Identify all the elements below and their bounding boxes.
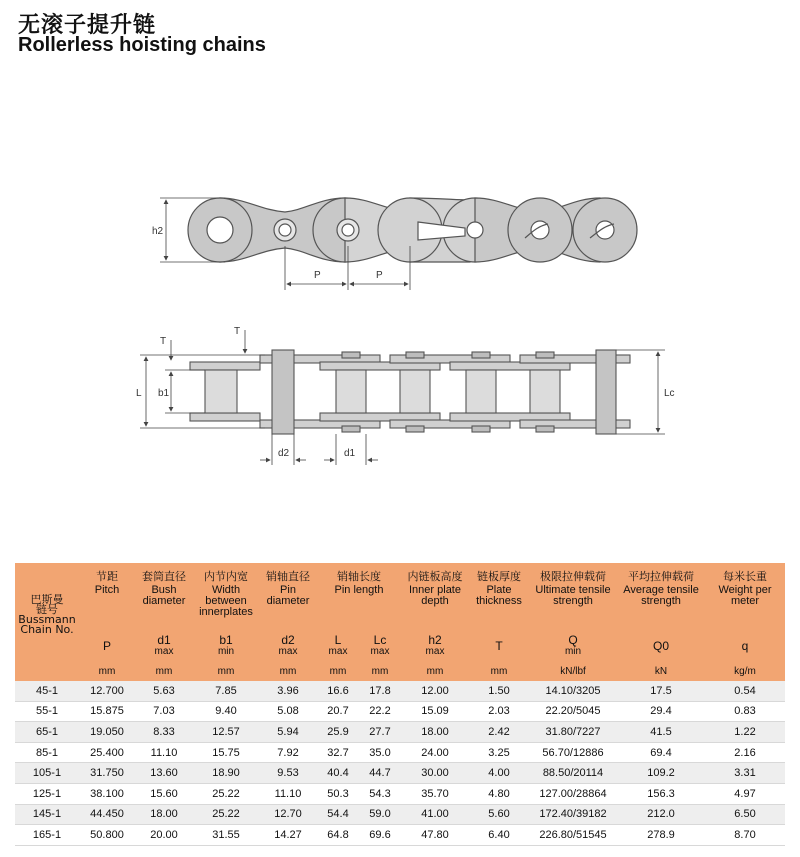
table-row (15, 722, 785, 743)
table-cell: 20.7 (317, 701, 359, 722)
table-cell: 69.4 (617, 742, 705, 763)
table-cell: 35.70 (401, 783, 469, 804)
header-unit: mm (135, 661, 193, 681)
table-cell: 8.70 (705, 825, 785, 846)
table-cell: 25.400 (79, 742, 135, 763)
label-lc: Lc (664, 388, 675, 399)
table-cell: 27.7 (359, 722, 401, 743)
label-b1: b1 (158, 388, 170, 399)
table-cell: 3.31 (705, 763, 785, 784)
table-cell: 1.22 (705, 722, 785, 743)
header-unit: mm (259, 661, 317, 681)
table-cell: 29.4 (617, 701, 705, 722)
header-unit: mm (469, 661, 529, 681)
chain-no-cell: 65-1 (15, 722, 79, 743)
table-cell: 20.00 (135, 825, 193, 846)
table-cell: 5.08 (259, 701, 317, 722)
table-cell: 22.20/5045 (529, 701, 617, 722)
table-cell: 64.8 (317, 825, 359, 846)
header-unit: mm (193, 661, 259, 681)
header-symbol: d2 max (259, 631, 317, 661)
spec-table (15, 563, 785, 846)
table-cell: 4.80 (469, 783, 529, 804)
header-cn: 销轴直径 (259, 563, 317, 583)
header-cn: 套筒直径 (135, 563, 193, 583)
table-cell: 17.8 (359, 681, 401, 701)
table-cell: 2.03 (469, 701, 529, 722)
table-cell: 11.10 (135, 742, 193, 763)
label-t1: T (160, 336, 167, 347)
label-d1: d1 (344, 448, 356, 459)
header-en: Inner plate depth (401, 583, 469, 631)
table-row (15, 825, 785, 846)
table-cell: 54.4 (317, 804, 359, 825)
table-cell: 40.4 (317, 763, 359, 784)
table-cell: 19.050 (79, 722, 135, 743)
label-d2: d2 (278, 448, 290, 459)
table-cell: 2.16 (705, 742, 785, 763)
table-cell: 7.03 (135, 701, 193, 722)
table-cell: 212.0 (617, 804, 705, 825)
table-row (15, 681, 785, 701)
header-cn: 平均拉伸载荷 (617, 563, 705, 583)
table-cell: 31.750 (79, 763, 135, 784)
table-cell: 11.10 (259, 783, 317, 804)
table-row (15, 783, 785, 804)
label-h2: h2 (152, 226, 164, 237)
header-en: Plate thickness (469, 583, 529, 631)
table-cell: 47.80 (401, 825, 469, 846)
title-chinese: 无滚子提升链 (18, 13, 157, 38)
table-cell: 24.00 (401, 742, 469, 763)
table-cell: 6.50 (705, 804, 785, 825)
table-cell: 15.09 (401, 701, 469, 722)
table-cell: 1.50 (469, 681, 529, 701)
chain-no-cell: 45-1 (15, 681, 79, 701)
table-row (15, 701, 785, 722)
header-unit: kN (617, 661, 705, 681)
table-cell: 18.90 (193, 763, 259, 784)
chain-plan-view (190, 350, 630, 434)
header-en: Average tensile strength (617, 583, 705, 631)
table-cell: 35.0 (359, 742, 401, 763)
table-cell: 18.00 (401, 722, 469, 743)
table-cell: 4.00 (469, 763, 529, 784)
table-row (15, 804, 785, 825)
table-cell: 2.42 (469, 722, 529, 743)
table-cell: 12.57 (193, 722, 259, 743)
header-cn: 销轴长度 (317, 563, 401, 583)
header-unit: mm (401, 661, 469, 681)
table-cell: 8.33 (135, 722, 193, 743)
table-cell: 3.25 (469, 742, 529, 763)
header-en: Pin length (317, 583, 401, 631)
header-symbol: b1 min (193, 631, 259, 661)
header-en: Weight per meter (705, 583, 785, 631)
table-cell: 41.5 (617, 722, 705, 743)
table-cell: 5.94 (259, 722, 317, 743)
header-unit: mm (359, 661, 401, 681)
table-cell: 25.22 (193, 804, 259, 825)
table-cell: 172.40/39182 (529, 804, 617, 825)
chain-no-cell: 165-1 (15, 825, 79, 846)
header-cn: 链板厚度 (469, 563, 529, 583)
table-cell: 5.60 (469, 804, 529, 825)
table-cell: 156.3 (617, 783, 705, 804)
table-cell: 7.85 (193, 681, 259, 701)
chain-no-cell: 55-1 (15, 701, 79, 722)
chain-no-cell: 105-1 (15, 763, 79, 784)
table-cell: 41.00 (401, 804, 469, 825)
label-p1: P (314, 270, 321, 281)
header-cn: 节距 (79, 563, 135, 583)
table-cell: 56.70/12886 (529, 742, 617, 763)
table-cell: 0.54 (705, 681, 785, 701)
table-cell: 278.9 (617, 825, 705, 846)
table-cell: 12.00 (401, 681, 469, 701)
header-symbol: d1 max (135, 631, 193, 661)
table-cell: 69.6 (359, 825, 401, 846)
table-cell: 54.3 (359, 783, 401, 804)
chain-no-cell: 145-1 (15, 804, 79, 825)
table-row (15, 742, 785, 763)
table-cell: 88.50/20114 (529, 763, 617, 784)
table-cell: 15.875 (79, 701, 135, 722)
header-symbol: P (79, 631, 135, 661)
table-cell: 4.97 (705, 783, 785, 804)
table-cell: 127.00/28864 (529, 783, 617, 804)
table-row (15, 763, 785, 784)
title-english: Rollerless hoisting chains (18, 34, 266, 56)
table-cell: 5.63 (135, 681, 193, 701)
table-cell: 9.40 (193, 701, 259, 722)
table-cell: 226.80/51545 (529, 825, 617, 846)
label-l: L (136, 388, 142, 399)
table-cell: 31.80/7227 (529, 722, 617, 743)
table-cell: 7.92 (259, 742, 317, 763)
table-cell: 30.00 (401, 763, 469, 784)
header-unit: mm (317, 661, 359, 681)
header-unit: kN/lbf (529, 661, 617, 681)
table-cell: 9.53 (259, 763, 317, 784)
header-unit-blank (15, 661, 79, 681)
table-cell: 59.0 (359, 804, 401, 825)
header-en: Bush diameter (135, 583, 193, 631)
table-cell: 109.2 (617, 763, 705, 784)
header-unit: mm (79, 661, 135, 681)
label-t2: T (234, 326, 241, 337)
table-cell: 12.700 (79, 681, 135, 701)
header-en: Ultimate tensile strength (529, 583, 617, 631)
header-chain-no: 巴斯曼 链号 Bussmann Chain No. (15, 563, 79, 661)
header-cn: 内链板高度 (401, 563, 469, 583)
table-cell: 15.60 (135, 783, 193, 804)
table-cell: 16.6 (317, 681, 359, 701)
chain-no-cell: 125-1 (15, 783, 79, 804)
table-cell: 31.55 (193, 825, 259, 846)
table-cell: 44.7 (359, 763, 401, 784)
header-symbol: q (705, 631, 785, 661)
table-cell: 14.27 (259, 825, 317, 846)
header-en: Width between innerplates (193, 583, 259, 631)
header-cn: 每米长重 (705, 563, 785, 583)
table-cell: 15.75 (193, 742, 259, 763)
table-cell: 13.60 (135, 763, 193, 784)
chain-no-cell: 85-1 (15, 742, 79, 763)
table-cell: 12.70 (259, 804, 317, 825)
label-p2: P (376, 270, 383, 281)
header-unit: kg/m (705, 661, 785, 681)
header-symbol: Lc max (359, 631, 401, 661)
table-cell: 50.3 (317, 783, 359, 804)
table-cell: 0.83 (705, 701, 785, 722)
table-cell: 38.100 (79, 783, 135, 804)
header-symbol: Q min (529, 631, 617, 661)
header-symbol: h2 max (401, 631, 469, 661)
table-cell: 44.450 (79, 804, 135, 825)
header-en: Pitch (79, 583, 135, 631)
table-cell: 25.22 (193, 783, 259, 804)
header-cn: 内节内宽 (193, 563, 259, 583)
header-symbol: T (469, 631, 529, 661)
header-en: Pin diameter (259, 583, 317, 631)
table-cell: 6.40 (469, 825, 529, 846)
table-cell: 3.96 (259, 681, 317, 701)
table-cell: 32.7 (317, 742, 359, 763)
table-cell: 17.5 (617, 681, 705, 701)
table-cell: 22.2 (359, 701, 401, 722)
table-cell: 50.800 (79, 825, 135, 846)
header-symbol: L max (317, 631, 359, 661)
table-cell: 14.10/3205 (529, 681, 617, 701)
chain-side-view (188, 198, 637, 262)
table-cell: 25.9 (317, 722, 359, 743)
header-symbol: Q0 (617, 631, 705, 661)
table-cell: 18.00 (135, 804, 193, 825)
header-cn: 极限拉伸载荷 (529, 563, 617, 583)
